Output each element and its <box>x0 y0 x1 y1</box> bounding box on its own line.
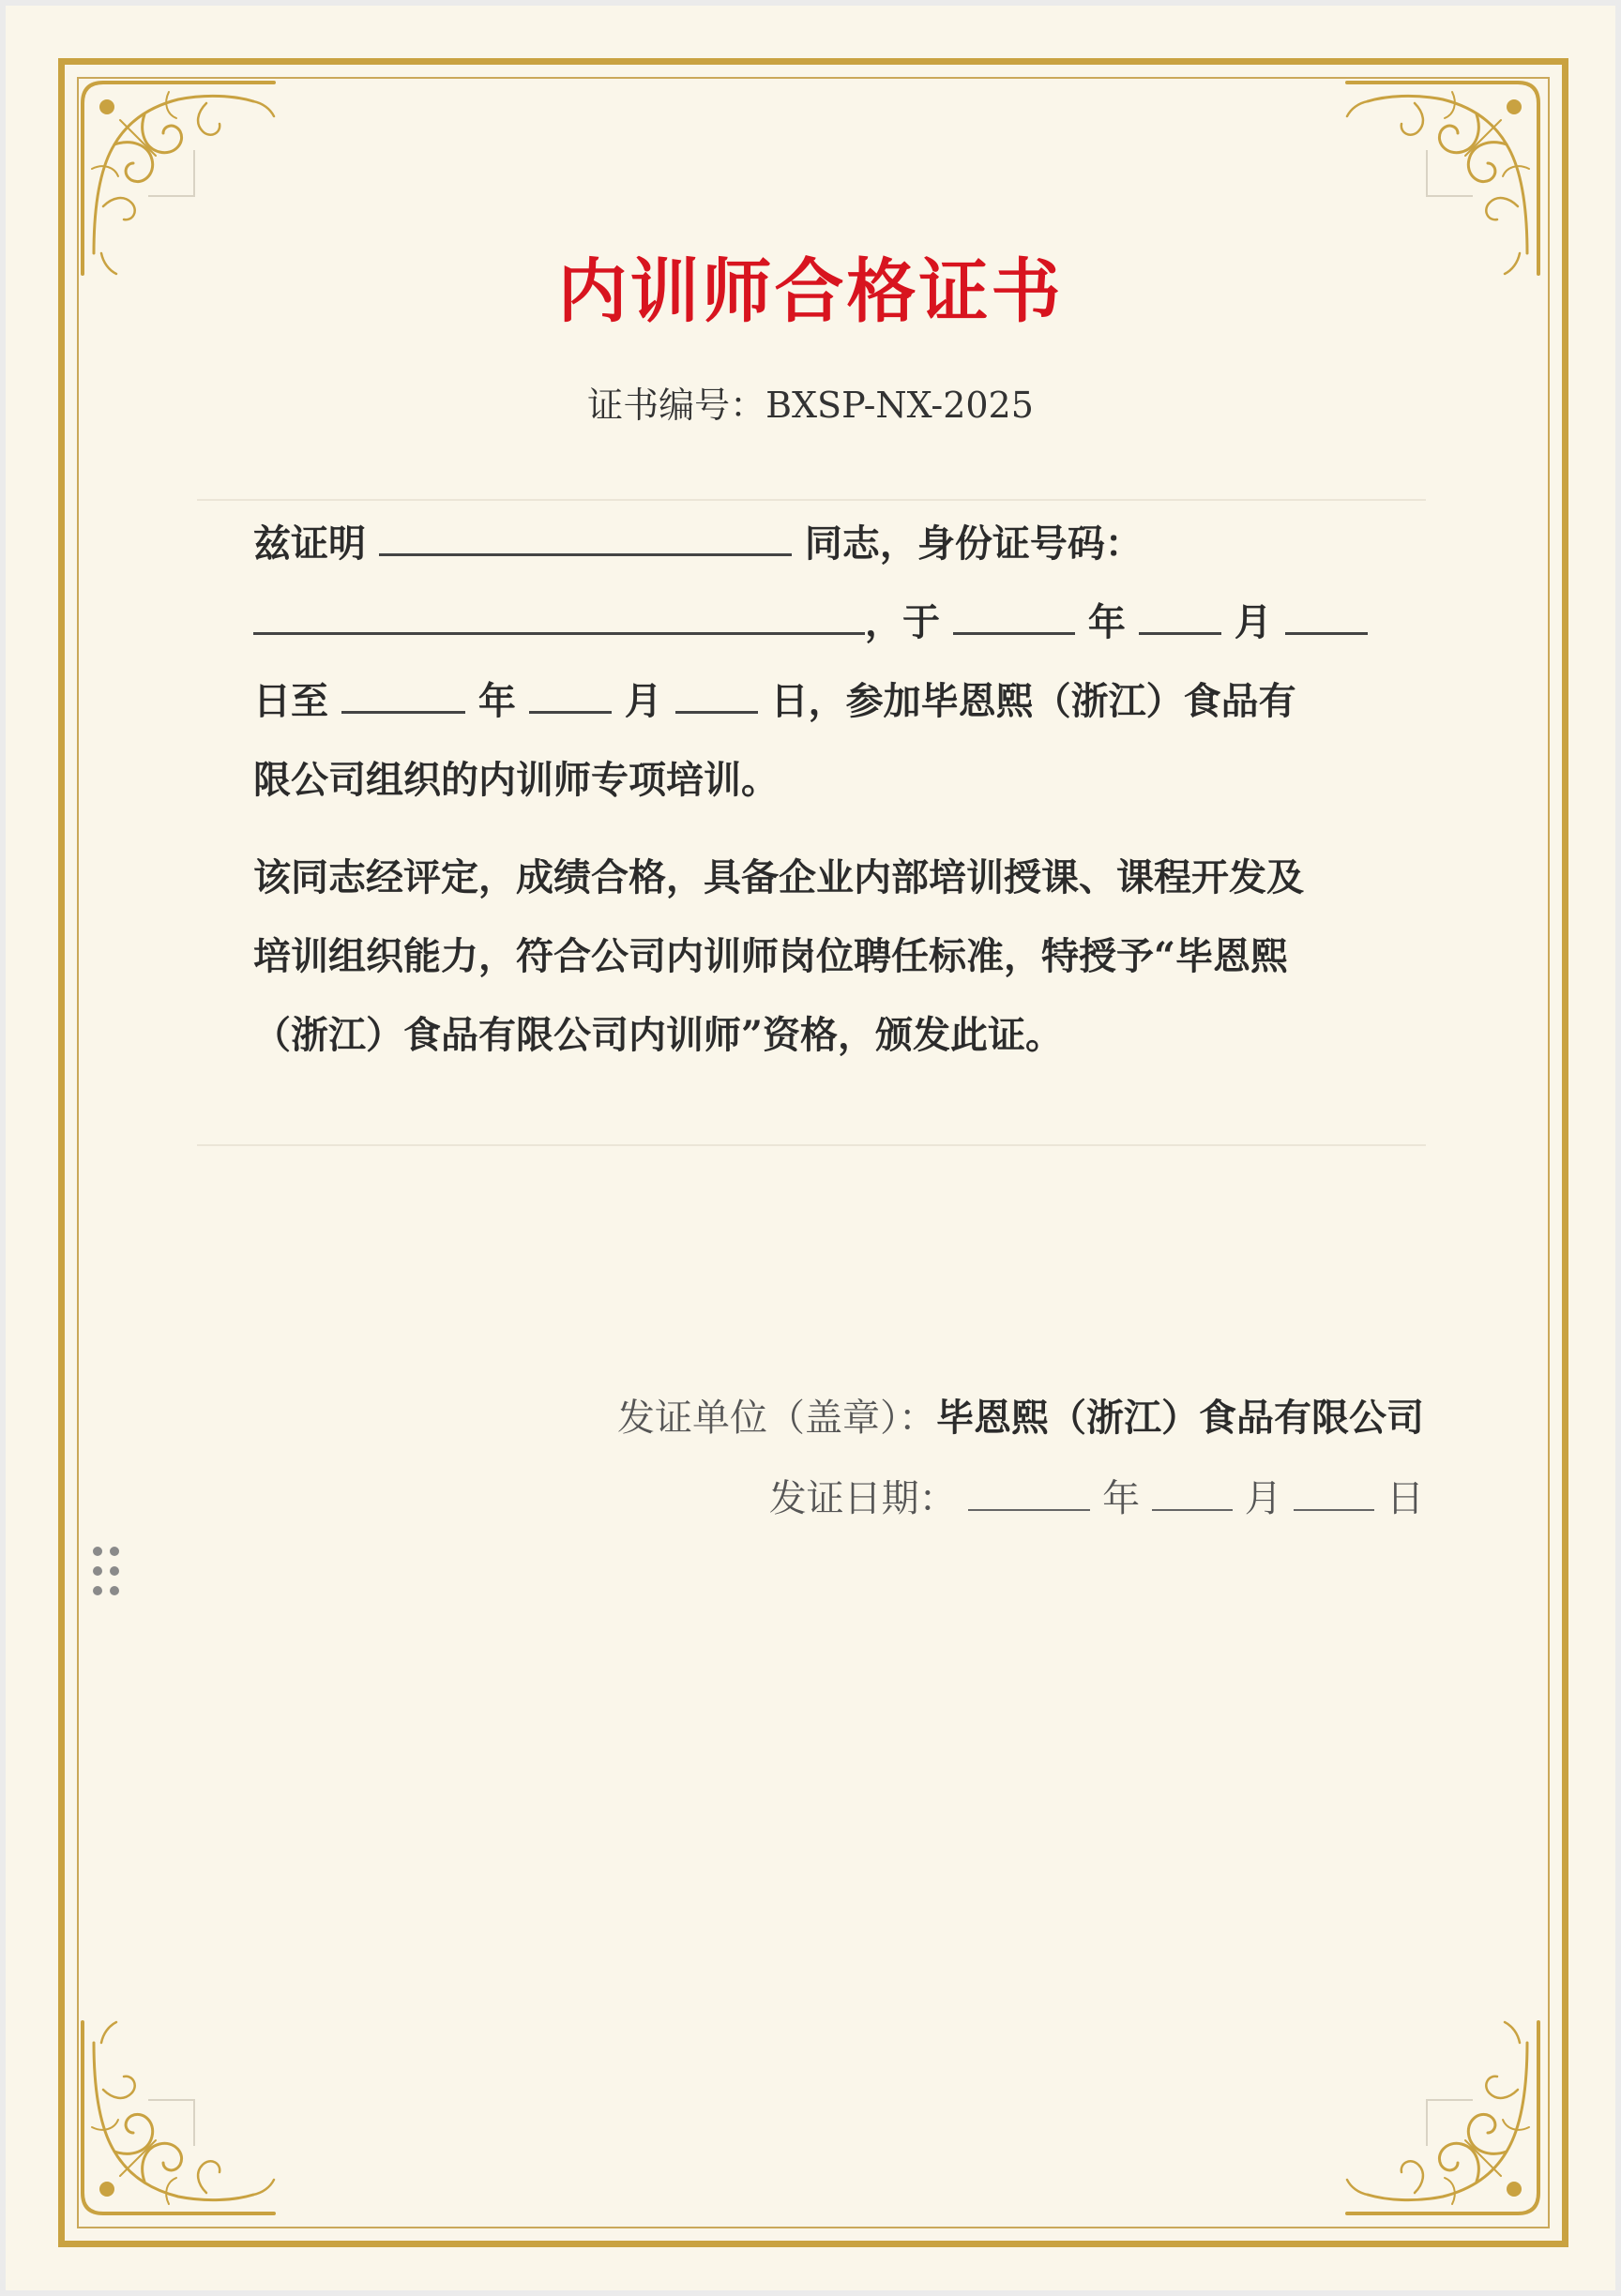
crop-mark <box>1426 2099 1473 2146</box>
name-blank[interactable] <box>379 521 792 556</box>
text-on: ，于 <box>865 600 940 644</box>
drag-handle-icon[interactable] <box>90 1544 124 1598</box>
body-line-3 <box>253 675 1426 728</box>
body-line-2 <box>253 597 1426 649</box>
start-day-blank[interactable] <box>1285 600 1368 635</box>
crop-mark <box>148 150 195 197</box>
crop-mark <box>1426 150 1473 197</box>
body-line-1 <box>253 518 1426 570</box>
certificate-number <box>0 379 1621 431</box>
start-month-blank[interactable] <box>1139 600 1221 635</box>
certificate-number-value: BXSP-NX-2025 <box>765 385 1034 426</box>
text-participate: 日，参加毕恩熙（浙江）食品有 <box>770 679 1296 723</box>
end-day-blank[interactable] <box>675 679 758 714</box>
text-day: 日 <box>1386 1477 1424 1520</box>
text-certify: 兹证明 <box>253 521 366 566</box>
body-line-7: （浙江）食品有限公司内训师”资格，颁发此证。 <box>253 1013 1064 1057</box>
divider <box>197 1144 1426 1146</box>
body-line-4: 限公司组织的内训师专项培训。 <box>253 758 779 802</box>
start-year-blank[interactable] <box>953 600 1075 635</box>
crop-mark <box>148 2099 195 2146</box>
issuing-company: 毕恩熙（浙江）食品有限公司 <box>936 1396 1424 1440</box>
body-line-5: 该同志经评定，成绩合格，具备企业内部培训授课、课程开发及 <box>253 855 1304 899</box>
text-month: 月 <box>1234 600 1272 644</box>
issue-date <box>769 1473 1424 1525</box>
id-number-blank[interactable] <box>253 600 865 635</box>
text-year: 年 <box>477 679 516 723</box>
text-comrade-id: 同志，身份证号码： <box>804 521 1143 566</box>
issue-day-blank[interactable] <box>1294 1477 1374 1511</box>
issuing-unit-label: 发证单位（盖章）： <box>617 1397 936 1440</box>
text-day-to: 日至 <box>253 679 328 723</box>
text-month: 月 <box>1244 1477 1282 1520</box>
body-line-6: 培训组织能力，符合公司内训师岗位聘任标准，特授予“毕恩熙 <box>253 934 1289 978</box>
certificate-title: 内训师合格证书 <box>557 251 1064 332</box>
issue-date-label: 发证日期： <box>768 1477 957 1520</box>
issue-month-blank[interactable] <box>1152 1477 1233 1511</box>
text-month: 月 <box>624 679 662 723</box>
issue-year-blank[interactable] <box>968 1477 1090 1511</box>
certificate-number-label: 证书编号： <box>587 385 766 426</box>
text-year: 年 <box>1102 1477 1141 1520</box>
end-year-blank[interactable] <box>341 679 465 714</box>
text-year: 年 <box>1087 600 1126 644</box>
end-month-blank[interactable] <box>529 679 612 714</box>
issuing-unit <box>617 1392 1424 1444</box>
divider <box>197 499 1426 501</box>
